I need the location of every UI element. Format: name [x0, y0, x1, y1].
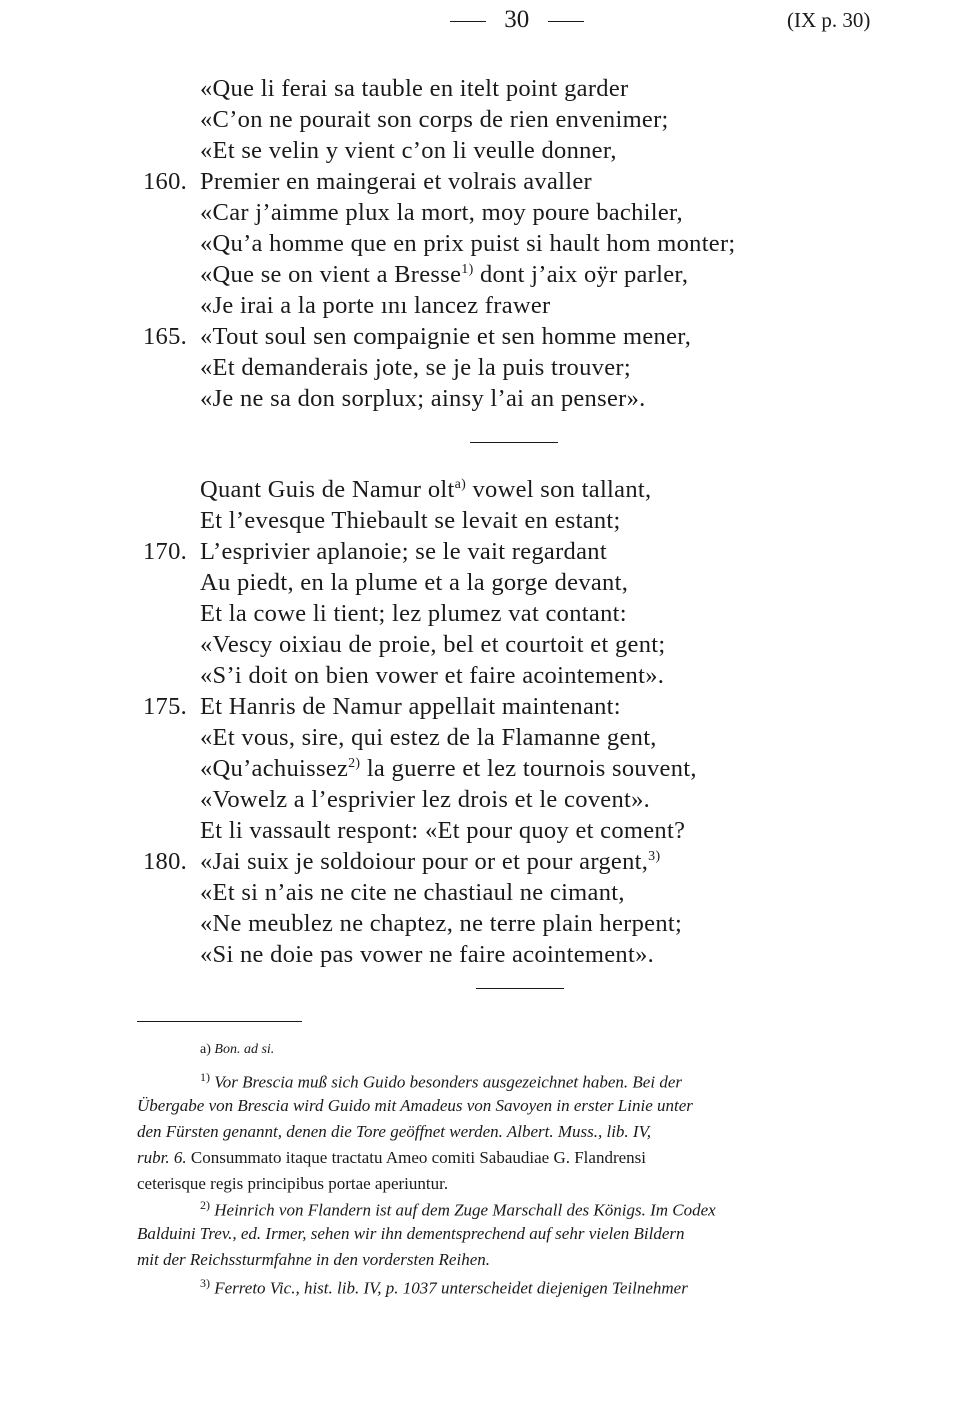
- verse-line: «S’i doit on bien vower et faire acointement».: [200, 662, 665, 689]
- verse-line: «Car j’aimme plux la mort, moy poure bachiler,: [200, 199, 683, 226]
- verse-line: «Et demanderais jote, se je la puis trouver;: [200, 354, 631, 381]
- verse-text: «Jai suix je soldoiour pour or et pour argent,: [200, 848, 649, 875]
- footnote-1-line-2: Übergabe von Brescia wird Guido mit Amadeus von Savoyen in erster Linie unter: [137, 1096, 693, 1115]
- verse-text: «Que se on vient a Bresse: [200, 261, 462, 288]
- page-number: [450, 6, 584, 34]
- footnote-3: [200, 1276, 688, 1299]
- footnote-mark: 2): [200, 1198, 210, 1212]
- verse-line: «C’on ne pourait son corps de rien envenimer;: [200, 106, 669, 133]
- line-number: 170.: [143, 538, 188, 565]
- footnote-1-line-3: den Fürsten genannt, denen die Tore geöffnet werden. Albert. Muss., lib. IV,: [137, 1122, 652, 1141]
- footnote-2-line-3: mit der Reichssturmfahne in den vordersten Reihen.: [137, 1250, 490, 1269]
- verse-line: «Je irai a la porte ını lancez frawer: [200, 292, 551, 319]
- verse-line: Et la cowe li tient; lez plumez vat contant:: [200, 600, 627, 627]
- line-number: 175.: [143, 693, 188, 720]
- footnote-ref: 2): [348, 755, 361, 771]
- line-number: 160.: [143, 168, 188, 195]
- footnote-1-line-5: ceterisque regis principibus portae aperiuntur.: [137, 1174, 449, 1193]
- page-reference: (IX p. 30): [787, 8, 871, 32]
- verse-line: [200, 261, 688, 289]
- footnote-mark: a): [200, 1042, 211, 1057]
- footnote-text: Consummato itaque tractatu Ameo comiti Sabaudiae G. Flandrensi: [186, 1148, 646, 1167]
- verse-line: «Et vous, sire, qui estez de la Flamanne gent,: [200, 724, 657, 751]
- verse-line: Et li vassault respont: «Et pour quoy et coment?: [200, 817, 686, 844]
- section-divider: [470, 442, 558, 443]
- footnote-mark: 3): [200, 1276, 210, 1290]
- dash-left: [450, 21, 486, 22]
- footnote-2: [200, 1198, 716, 1221]
- verse-line: «Vescy oixiau de proie, bel et courtoit et gent;: [200, 631, 666, 658]
- verse-line: Et l’evesque Thiebault se levait en estant;: [200, 507, 621, 534]
- verse-line: Et Hanris de Namur appellait maintenant:: [200, 693, 621, 720]
- line-number: 165.: [143, 323, 188, 350]
- verse-line: [200, 755, 697, 783]
- verse-line: «Si ne doie pas vower ne faire acointement».: [200, 941, 655, 968]
- verse-line: [200, 476, 651, 504]
- verse-text: «Qu’achuissez: [200, 755, 349, 782]
- footnote-text: Vor Brescia muß sich Guido besonders ausgezeichnet haben. Bei der: [214, 1072, 682, 1092]
- footnote-2-line-2: Balduini Trev., ed. Irmer, sehen wir ihn dementsprechend auf sehr vielen Bildern: [137, 1224, 685, 1243]
- verse-line: «Vowelz a l’esprivier lez drois et le covent».: [200, 786, 651, 813]
- footnote-text: Ferreto Vic., hist. lib. IV, p. 1037 unterscheidet diejenigen Teilnehmer: [214, 1278, 688, 1298]
- verse-line: L’esprivier aplanoie; se le vait regardant: [200, 538, 607, 565]
- verse-text: vowel son tallant,: [466, 476, 652, 503]
- verse-line: «Ne meublez ne chaptez, ne terre plain herpent;: [200, 910, 683, 937]
- footnote-text: Heinrich von Flandern ist auf dem Zuge Marschall des Königs. Im Codex: [214, 1200, 716, 1220]
- footnote-a: [200, 1042, 274, 1058]
- line-number: 180.: [143, 848, 188, 875]
- verse-line: «Et si n’ais ne cite ne chastiaul ne cimant,: [200, 879, 625, 906]
- footnote-separator: [137, 1021, 302, 1022]
- verse-line: «Et se velin y vient c’on li veulle donner,: [200, 137, 617, 164]
- footnote-1: [200, 1070, 682, 1093]
- section-divider: [476, 988, 564, 989]
- verse-line: Au piedt, en la plume et a la gorge devant,: [200, 569, 629, 596]
- footnote-1-line-4: [137, 1148, 646, 1168]
- footnote-text: rubr. 6.: [137, 1148, 187, 1167]
- verse-text: la guerre et lez tournois souvent,: [360, 755, 697, 782]
- verse-line: «Qu’a homme que en prix puist si hault hom monter;: [200, 230, 736, 257]
- verse-line: «Que li ferai sa tauble en itelt point garder: [200, 75, 629, 102]
- verse-line: «Je ne sa don sorplux; ainsy l’ai an penser».: [200, 385, 646, 412]
- footnote-text: Bon. ad si.: [214, 1042, 275, 1057]
- verse-line: [200, 848, 660, 876]
- page-number-text: 30: [504, 6, 530, 33]
- footnote-mark: 1): [200, 1070, 210, 1084]
- verse-line: Premier en maingerai et volrais avaller: [200, 168, 592, 195]
- verse-line: «Tout soul sen compaignie et sen homme mener,: [200, 323, 692, 350]
- verse-text: dont j’aix oÿr parler,: [473, 261, 689, 288]
- verse-text: Quant Guis de Namur olt: [200, 476, 455, 503]
- footnote-ref: a): [454, 476, 467, 492]
- dash-right: [548, 21, 584, 22]
- footnote-ref: 3): [648, 848, 661, 864]
- footnote-ref: 1): [461, 261, 474, 277]
